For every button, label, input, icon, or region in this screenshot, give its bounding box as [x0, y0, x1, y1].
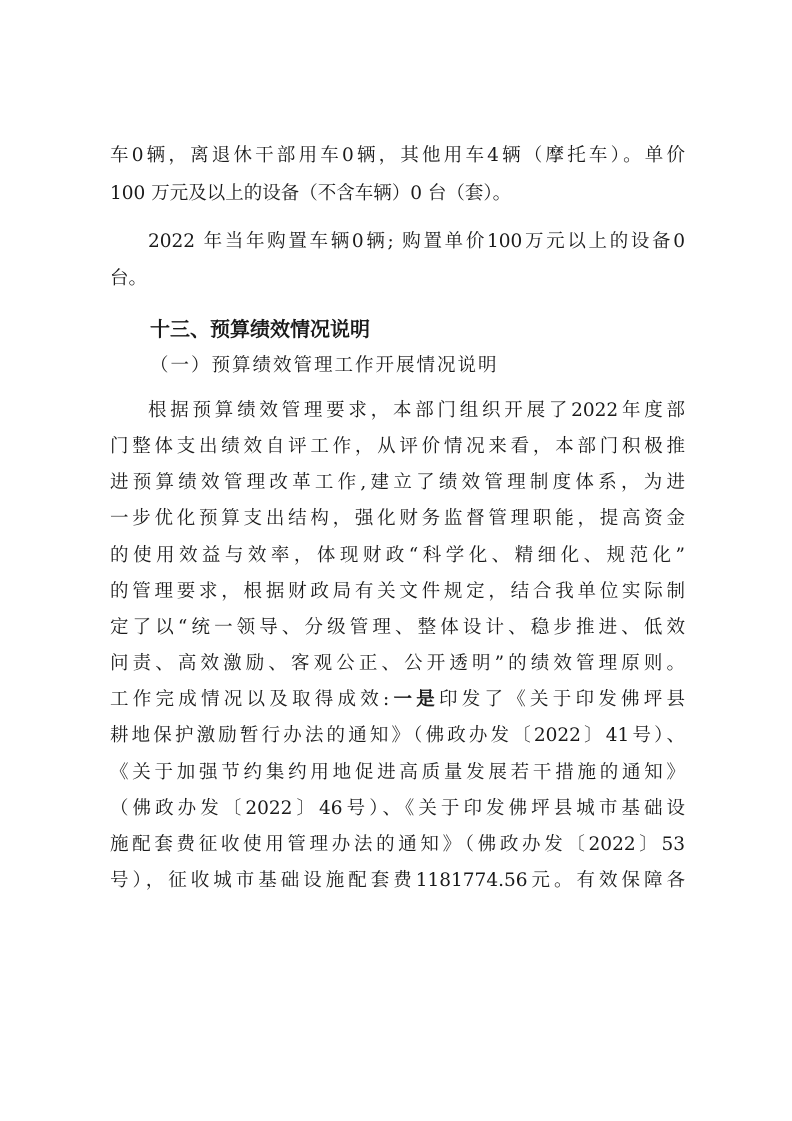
- text-line: 号），征收城市基础设施配套费1181774.56元。有效保障各: [110, 870, 685, 891]
- text-line: 一步优化预算支出结构，强化财务监督管理职能，提高资金: [110, 508, 685, 529]
- text-line: 《关于加强节约集约用地促进高质量发展若干措施的通知》: [110, 762, 685, 783]
- section-heading: 十三、预算绩效情况说明: [150, 317, 370, 341]
- text-line: 车0辆，离退休干部用车0辆，其他用车4辆（摩托车）。单价: [110, 145, 685, 166]
- text-line: [110, 687, 685, 713]
- emphasis-text: 一是: [389, 689, 439, 710]
- text-line: 施配套费征收使用管理办法的通知》（佛政办发〔2022〕53: [110, 834, 685, 855]
- text-line: 进预算绩效管理改革工作,建立了绩效管理制度体系，为进: [110, 472, 685, 493]
- text-line: （佛政办发〔2022〕46号）、《关于印发佛坪县城市基础设: [110, 798, 685, 819]
- text-line: 100 万元及以上的设备（不含车辆）0 台（套）。: [110, 183, 512, 204]
- text-line: 门整体支出绩效自评工作，从评价情况来看，本部门积极推: [110, 436, 685, 457]
- text-span: 印发了《关于印发佛坪县: [438, 689, 685, 710]
- text-line: 的使用效益与效率，体现财政“科学化、精细化、规范化”: [110, 545, 685, 566]
- text-line: 耕地保护激励暂行办法的通知》（佛政办发〔2022〕41号）、: [110, 725, 685, 746]
- text-line: 定了以“统一领导、分级管理、整体设计、稳步推进、低效: [110, 617, 685, 638]
- subsection-heading: （一）预算绩效管理工作开展情况说明: [150, 355, 499, 376]
- text-line: 台。: [110, 268, 148, 289]
- text-line: 根据预算绩效管理要求，本部门组织开展了2022年度部: [148, 400, 685, 421]
- text-span: 工作完成情况以及取得成效:: [110, 689, 390, 710]
- text-line: 2022 年当年购置车辆0辆; 购置单价100万元以上的设备0: [148, 231, 685, 252]
- text-line: 问责、高效激励、客观公正、公开透明”的绩效管理原则。: [110, 653, 685, 674]
- text-line: 的管理要求，根据财政局有关文件规定，结合我单位实际制: [110, 581, 685, 602]
